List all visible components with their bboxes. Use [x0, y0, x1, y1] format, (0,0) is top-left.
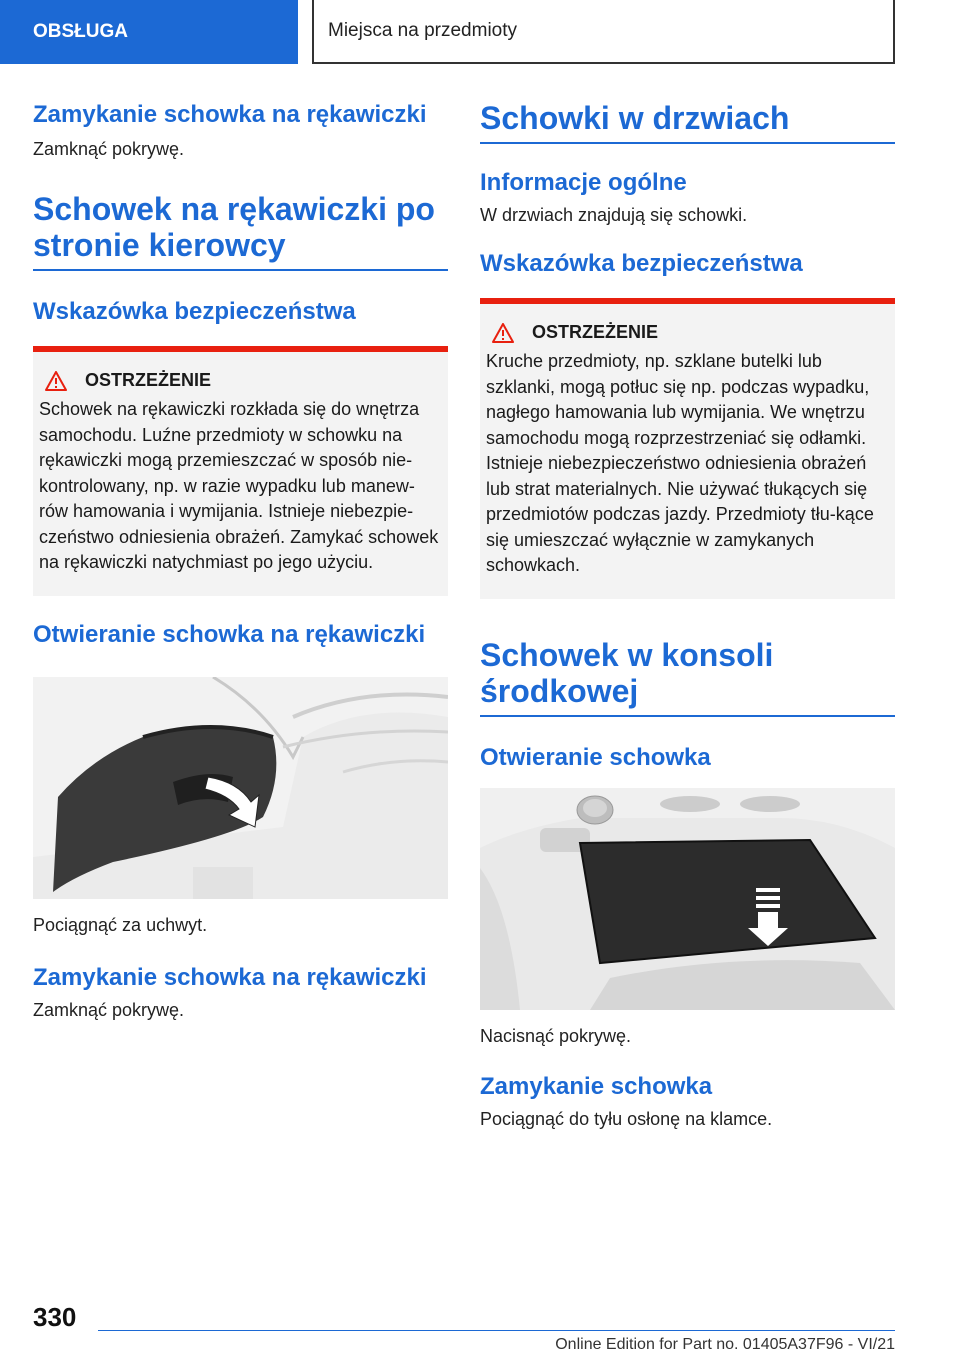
- closing-glovebox-text: Zamknąć pokrywę.: [33, 139, 185, 159]
- closing-console-heading: Zamykanie schowka: [480, 1072, 713, 1100]
- page-number: 330: [33, 1302, 77, 1332]
- warning-label: OSTRZEŻENIE: [85, 370, 212, 390]
- console-illustration: [480, 788, 895, 1010]
- driver-glovebox-section-title: Schowek na rękawiczki po stronie kierowcy: [33, 191, 448, 271]
- opening-console-caption: Nacisnąć pokrywę.: [480, 1025, 632, 1046]
- section-header: [312, 0, 895, 64]
- door-warning-label: OSTRZEŻENIE: [532, 322, 659, 342]
- glovebox-illustration: [33, 677, 448, 899]
- opening-console-heading: Otwieranie schowka: [480, 743, 711, 771]
- warning-triangle-icon: [492, 323, 514, 343]
- section-header-label: Miejsca na przedmioty: [328, 20, 518, 41]
- warning-text: Schowek na rękawiczki rozkłada się do wnętrza samochodu. Luźne przedmioty w schowku na rękawiczki mogą przemieszczać w sposób nie-kontrolowany, np. w razie wypadku lub manew-rów hamowania i wymijania. Istnieje niebezpie-czeństwo odniesienia obrażeń. Zamykać schowek na rękawiczki natychmiast po jego użyciu.: [39, 399, 439, 572]
- closing-glovebox-text-2: Zamknąć pokrywę.: [33, 999, 185, 1020]
- general-info-text: W drzwiach znajdują się schowki.: [480, 205, 748, 225]
- door-safety-heading: Wskazówka bezpieczeństwa: [480, 250, 803, 277]
- left-column: [33, 100, 448, 1022]
- door-warning-box: [480, 298, 895, 599]
- door-storage-section-title: Schowki w drzwiach: [480, 100, 895, 144]
- chapter-tab: [0, 0, 298, 64]
- edition-note: Online Edition for Part no. 01405A37F96 - VI/21: [555, 1336, 895, 1353]
- footer-divider: [98, 1330, 895, 1331]
- opening-glovebox-heading: Otwieranie schowka na rękawiczki: [33, 620, 426, 648]
- right-column: [480, 100, 895, 1131]
- door-warning-text: Kruche przedmioty, np. szklane butelki lub szklanki, mogą potłuc się np. podczas wypadku, nagłego hamowania lub wymijania. We wnętrzu samochodu mogą rozprzestrzeniać się odłamki. Istnieje niebezpieczeństwo odniesienia obrażeń lub strat materialnych. Nie używać tłukących się przedmiotów podczas jazdy. Przedmioty tłu-kące się umieszczać wyłącznie w zamykanych schowkach.: [486, 351, 874, 575]
- console-storage-section-title: Schowek w konsoli środkowej: [480, 637, 895, 717]
- warning-box: [33, 346, 448, 596]
- closing-glovebox-heading-2: Zamykanie schowka na rękawiczki: [33, 963, 427, 991]
- safety-heading: Wskazówka bezpieczeństwa: [33, 298, 356, 325]
- warning-triangle-icon: [45, 371, 67, 391]
- opening-glovebox-caption: Pociągnąć za uchwyt.: [33, 914, 208, 935]
- general-info-heading: Informacje ogólne: [480, 169, 687, 196]
- chapter-tab-label: OBSŁUGA: [33, 21, 128, 42]
- closing-console-text: Pociągnąć do tyłu osłonę na klamce.: [480, 1108, 773, 1129]
- closing-glovebox-heading: Zamykanie schowka na rękawiczki: [33, 101, 427, 128]
